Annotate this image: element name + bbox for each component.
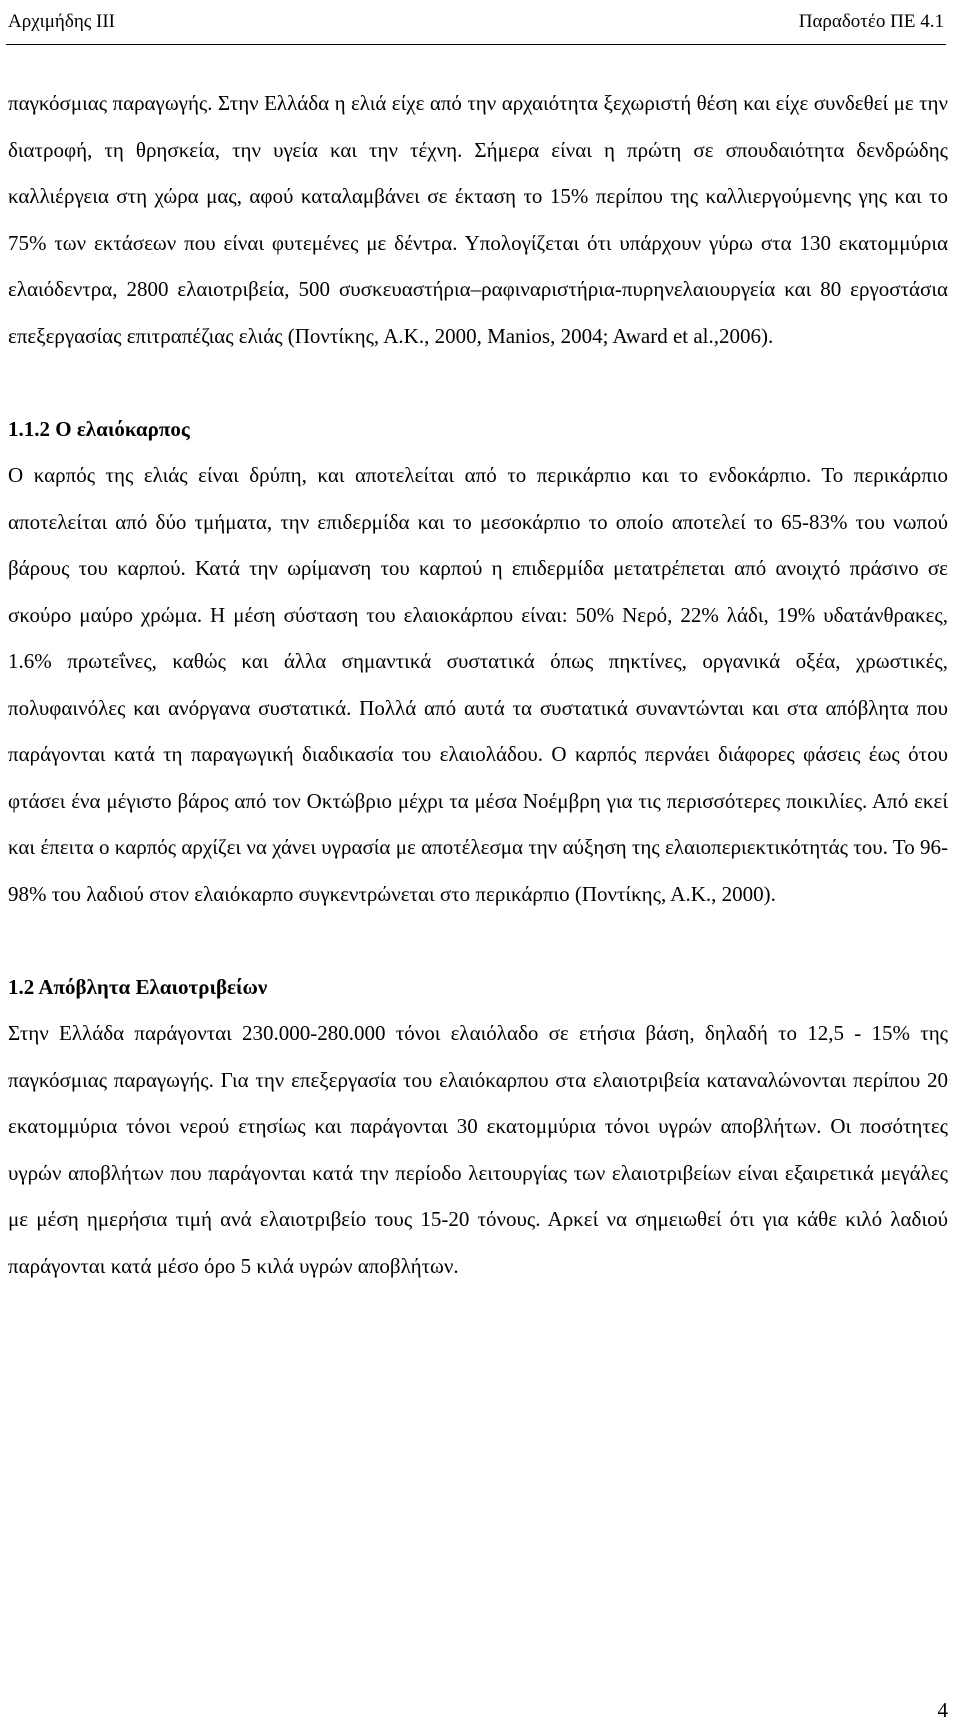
page-header <box>6 4 946 45</box>
spacer <box>8 359 948 406</box>
paragraph-olive-history: παγκόσμιας παραγωγής. Στην Ελλάδα η ελιά είχε από την αρχαιότητα ξεχωριστή θέση και είχε συνδεθεί με την διατροφή, τη θρησκεία, την υγεία και την τέχνη. Σήμερα είναι η πρώτη σε σπουδαιότητα δενδρώδης καλλιέργεια στη χώρα μας, αφού καταλαμβάνει σε έκταση το 15% περίπου της καλλιεργούμενης γης και το 75% των εκτάσεων που είναι φυτεμένες με δέντρα. Υπολογίζεται ότι υπάρχουν γύρω στα 130 εκατομμύρια ελαιόδεντρα, 2800 ελαιοτριβεία, 500 συσκευαστήρια–ραφιναριστήρια-πυρηνελαιουργεία και 80 εργοστάσια επεξεργασίας επιτραπέζιας ελιάς (Ποντίκης, Α.Κ., 2000, Manios, 2004; Award et al.,2006). <box>8 91 948 348</box>
page-number: 4 <box>937 1698 948 1722</box>
paragraph-olive-fruit: Ο καρπός της ελιάς είναι δρύπη, και αποτελείται από το περικάρπιο και το ενδοκάρπιο. Το περικάρπιο αποτελείται από δύο τμήματα, την επιδερμίδα και το μεσοκάρπιο το οποίο αποτελεί το 65-83% του νωπού βάρους του καρπού. Κατά την ωρίμανση του καρπού η επιδερμίδα μετατρέπεται από ανοιχτό πράσινο σε σκούρο μαύρο χρώμα. Η μέση σύσταση του ελαιοκάρπου είναι: 50% Νερό, 22% λάδι, 19% υδατάνθρακες, 1.6% πρωτεΐνες, καθώς και άλλα σημαντικά συστατικά όπως πηκτίνες, οργανικά οξέα, χρωστικές, πολυφαινόλες και ανόργανα συστατικά. Πολλά από αυτά τα συστατικά συναντώνται και στα απόβλητα που παράγονται κατά τη παραγωγική διαδικασία του ελαιολάδου. Ο καρπός περνάει διάφορες φάσεις έως ότου φτάσει ένα μέγιστο βάρος από τον Οκτώβριο μέχρι τα μέσα Νοέμβρη για τις περισσότερες ποικιλίες. Από εκεί και έπειτα ο καρπός αρχίζει να χάνει υγρασία με αποτέλεσμα την αύξηση της ελαιοπεριεκτικότητάς του. Το 96-98% του λαδιού στον ελαιόκαρπο συγκεντρώνεται στο περικάρπιο (Ποντίκης, Α.Κ., 2000). <box>8 463 948 906</box>
section-heading-olive-mill-waste: 1.2 Απόβλητα Ελαιοτριβείων <box>8 974 268 999</box>
section-heading-olive-fruit: 1.1.2 Ο ελαιόκαρπος <box>8 416 190 441</box>
paragraph-olive-mill-waste: Στην Ελλάδα παράγονται 230.000-280.000 τόνοι ελαιόλαδο σε ετήσια βάση, δηλαδή το 12,5 - 15% της παγκόσμιας παραγωγής. Για την επεξεργασία του ελαιόκαρπου στα ελαιοτριβεία καταναλώνονται περίπου 20 εκατομμύρια τόνοι νερού ετησίως και παράγονται 30 εκατομμύρια τόνοι υγρών αποβλήτων. Οι ποσότητες υγρών αποβλήτων που παράγονται κατά την περίοδο λειτουργίας των ελαιοτριβείων είναι εξαιρετικά μεγάλες με μέση ημερήσια τιμή ανά ελαιοτριβείο τους 15-20 τόνους. Αρκεί να σημειωθεί ότι για κάθε κιλό λαδιού παράγονται κατά μέσο όρο 5 κιλά υγρών αποβλήτων. <box>8 1021 948 1278</box>
header-project-title: Αρχιμήδης ΙΙΙ <box>8 11 116 32</box>
spacer <box>8 917 948 964</box>
header-deliverable-label: Παραδοτέο ΠΕ 4.1 <box>798 11 944 32</box>
document-body <box>8 80 948 1289</box>
